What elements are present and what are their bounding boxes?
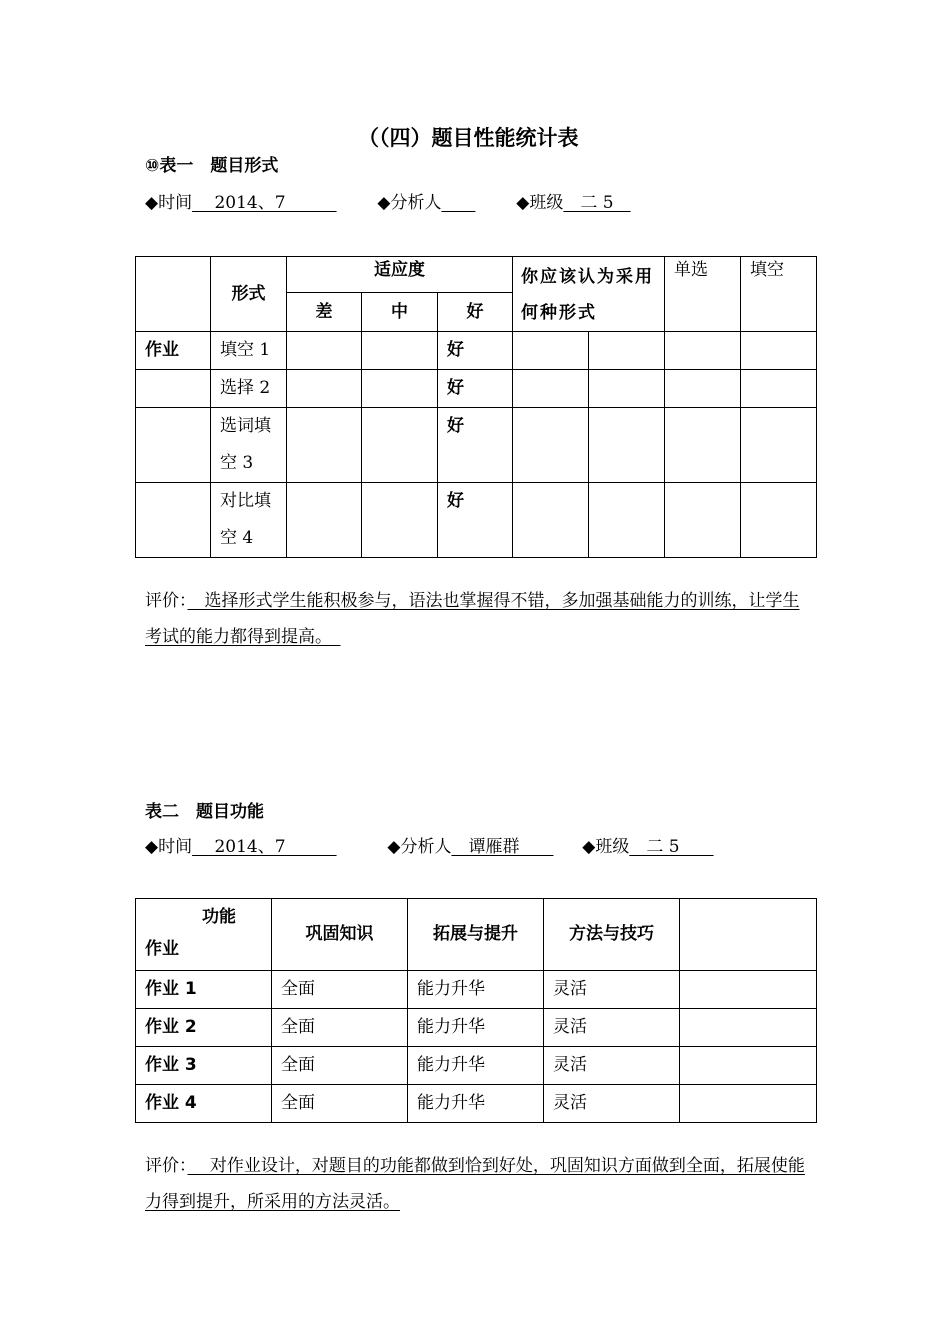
cell [665, 332, 741, 370]
cell [287, 370, 362, 408]
time-label: ◆时间 [145, 193, 193, 213]
table2-caption: 表二 题目功能 [145, 802, 264, 822]
analyst-label: ◆分析人 [387, 837, 452, 857]
class-label: ◆班级 [516, 193, 564, 213]
row-label: 作业 1 [136, 971, 272, 1009]
cell [513, 408, 589, 483]
table1-meta [145, 188, 631, 213]
row-good: 好 [438, 370, 513, 408]
row-label [136, 370, 211, 408]
header-method: 方法与技巧 [544, 899, 680, 971]
row-label: 作业 2 [136, 1009, 272, 1047]
cell [665, 370, 741, 408]
cell-consolidate: 全面 [272, 1047, 408, 1085]
eval-text: 对作业设计，对题目的功能都做到恰到好处，巩固知识方面做到全面，拓展使能力得到提升，所采用的方法灵活。 [145, 1156, 805, 1212]
cell [362, 408, 438, 483]
header-single: 单选 [665, 257, 741, 332]
cell [362, 483, 438, 558]
header-mid: 中 [362, 293, 438, 332]
cell [362, 370, 438, 408]
diag-bottom-label: 作业 [145, 939, 179, 959]
class-value: 二 5 [563, 193, 631, 213]
header-poor: 差 [287, 293, 362, 332]
diagonal-header-cell [136, 899, 272, 971]
cell [741, 370, 817, 408]
eval-text: 选择形式学生能积极参与，语法也掌握得不错，多加强基础能力的训练，让学生考试的能力都得到提高。 [145, 591, 800, 647]
table2 [135, 898, 817, 1123]
cell-consolidate: 全面 [272, 971, 408, 1009]
eval-label: 评价： [145, 1156, 188, 1176]
table1 [135, 256, 817, 558]
cell [287, 332, 362, 370]
cell [589, 483, 665, 558]
cell-blank [680, 1085, 817, 1123]
analyst-label: ◆分析人 [377, 193, 442, 213]
cell-blank [680, 1009, 817, 1047]
header-good: 好 [438, 293, 513, 332]
cell [665, 408, 741, 483]
cell [741, 332, 817, 370]
cell [513, 332, 589, 370]
header-fill: 填空 [741, 257, 817, 332]
cell-method: 灵活 [544, 971, 680, 1009]
table2-evaluation [145, 1148, 815, 1220]
cell [513, 483, 589, 558]
row-form: 选择 2 [211, 370, 287, 408]
header-consolidate: 巩固知识 [272, 899, 408, 971]
row-label: 作业 4 [136, 1085, 272, 1123]
row-label [136, 408, 211, 483]
cell-blank [680, 971, 817, 1009]
row-label: 作业 [136, 332, 211, 370]
class-label: ◆班级 [582, 837, 630, 857]
cell [665, 483, 741, 558]
row-form: 对比填空 4 [211, 483, 287, 558]
cell [741, 483, 817, 558]
time-value: 2014、7 [192, 837, 337, 857]
cell-blank [680, 1047, 817, 1085]
page-title: （（四）题目性能统计表 [358, 126, 579, 150]
row-form: 选词填空 3 [211, 408, 287, 483]
header-question: 你应该认为采用何种形式 [513, 257, 665, 332]
header-extend: 拓展与提升 [408, 899, 544, 971]
table1-corner-cell [136, 257, 211, 332]
cell-method: 灵活 [544, 1047, 680, 1085]
cell [589, 370, 665, 408]
row-label: 作业 3 [136, 1047, 272, 1085]
row-form: 填空 1 [211, 332, 287, 370]
cell [589, 408, 665, 483]
eval-label: 评价： [145, 591, 188, 611]
class-value: 二 5 [629, 837, 714, 857]
table2-meta [145, 832, 714, 857]
cell [589, 332, 665, 370]
analyst-value [441, 193, 475, 213]
cell-extend: 能力升华 [408, 1085, 544, 1123]
cell [287, 483, 362, 558]
cell [362, 332, 438, 370]
analyst-value: 谭雁群 [451, 837, 554, 857]
time-value: 2014、7 [192, 193, 337, 213]
header-form: 形式 [211, 257, 287, 332]
row-good: 好 [438, 332, 513, 370]
row-good: 好 [438, 408, 513, 483]
cell-extend: 能力升华 [408, 1047, 544, 1085]
cell-method: 灵活 [544, 1085, 680, 1123]
table1-evaluation [145, 583, 815, 655]
cell-method: 灵活 [544, 1009, 680, 1047]
cell-consolidate: 全面 [272, 1009, 408, 1047]
cell-consolidate: 全面 [272, 1085, 408, 1123]
time-label: ◆时间 [145, 837, 193, 857]
cell [287, 408, 362, 483]
row-label [136, 483, 211, 558]
cell-extend: 能力升华 [408, 971, 544, 1009]
cell [513, 370, 589, 408]
table1-caption: ⑩表一 题目形式 [145, 156, 279, 176]
cell [741, 408, 817, 483]
row-good: 好 [438, 483, 513, 558]
cell-extend: 能力升华 [408, 1009, 544, 1047]
header-blank [680, 899, 817, 971]
diag-top-label: 功能 [202, 907, 236, 927]
header-fit: 适应度 [287, 257, 513, 293]
